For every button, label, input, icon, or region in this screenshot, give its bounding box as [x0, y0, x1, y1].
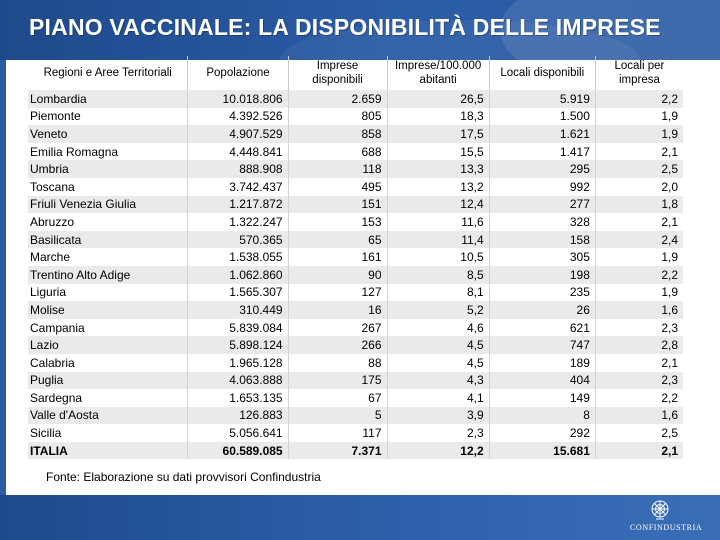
footer-bar: [0, 495, 720, 540]
left-stripe: [0, 60, 6, 495]
cell-premises-per-company: 2,2: [595, 90, 683, 108]
cell-population: 10.018.806: [188, 90, 288, 108]
cell-companies-per-100k: 8,1: [387, 284, 489, 302]
table-body: [28, 90, 683, 459]
cell-population: 3.742.437: [188, 178, 288, 196]
data-table: [28, 56, 683, 459]
cell-population: 1.217.872: [188, 196, 288, 214]
cell-companies-per-100k: 11,6: [387, 213, 489, 231]
total-cell-premises: 15.681: [489, 442, 595, 460]
cell-premises-per-company: 2,8: [595, 336, 683, 354]
cell-companies: 67: [288, 389, 387, 407]
source-note: Fonte: Elaborazione su dati provvisori Confindustria: [46, 470, 321, 484]
cell-region: Molise: [28, 301, 188, 319]
cell-premises-per-company: 2,5: [595, 424, 683, 442]
table-row: [28, 407, 683, 425]
cell-companies: 88: [288, 354, 387, 372]
cell-region: Trentino Alto Adige: [28, 266, 188, 284]
cell-region: Liguria: [28, 284, 188, 302]
table-row: [28, 336, 683, 354]
cell-companies-per-100k: 15,5: [387, 143, 489, 161]
cell-companies: 65: [288, 231, 387, 249]
cell-companies-per-100k: 3,9: [387, 407, 489, 425]
cell-companies: 266: [288, 336, 387, 354]
cell-premises-per-company: 1,6: [595, 407, 683, 425]
cell-population: 4.907.529: [188, 125, 288, 143]
cell-companies: 805: [288, 108, 387, 126]
cell-region: Puglia: [28, 372, 188, 390]
cell-premises-per-company: 2,5: [595, 160, 683, 178]
cell-premises: 1.417: [489, 143, 595, 161]
cell-premises: 149: [489, 389, 595, 407]
cell-population: 310.449: [188, 301, 288, 319]
cell-population: 5.839.084: [188, 319, 288, 337]
cell-premises-per-company: 2,2: [595, 389, 683, 407]
column-header-companies-per-100k: Imprese/100.000 abitanti: [387, 56, 489, 90]
cell-region: Lombardia: [28, 90, 188, 108]
cell-region: Friuli Venezia Giulia: [28, 196, 188, 214]
cell-region: Valle d'Aosta: [28, 407, 188, 425]
column-header-premises: Locali disponibili: [489, 56, 595, 90]
column-header-region: Regioni e Aree Territoriali: [43, 67, 172, 79]
cell-companies: 153: [288, 213, 387, 231]
cell-premises: 235: [489, 284, 595, 302]
cell-companies: 127: [288, 284, 387, 302]
cell-population: 4.448.841: [188, 143, 288, 161]
cell-region: Sardegna: [28, 389, 188, 407]
cell-companies: 161: [288, 248, 387, 266]
cell-companies-per-100k: 4,5: [387, 354, 489, 372]
cell-companies-per-100k: 4,3: [387, 372, 489, 390]
cell-premises: 404: [489, 372, 595, 390]
total-cell-companies-per-100k: 12,2: [387, 442, 489, 460]
table-row: [28, 319, 683, 337]
cell-premises-per-company: 1,6: [595, 301, 683, 319]
cell-population: 5.056.641: [188, 424, 288, 442]
cell-region: Abruzzo: [28, 213, 188, 231]
cell-premises: 992: [489, 178, 595, 196]
table-row: [28, 372, 683, 390]
cell-premises-per-company: 2,3: [595, 372, 683, 390]
cell-premises: 305: [489, 248, 595, 266]
table-row: [28, 354, 683, 372]
cell-premises-per-company: 2,1: [595, 213, 683, 231]
cell-region: Lazio: [28, 336, 188, 354]
cell-premises-per-company: 1,9: [595, 125, 683, 143]
cell-premises: 8: [489, 407, 595, 425]
cell-premises-per-company: 2,4: [595, 231, 683, 249]
cell-region: Marche: [28, 248, 188, 266]
cell-premises-per-company: 2,2: [595, 266, 683, 284]
cell-premises: 295: [489, 160, 595, 178]
cell-population: 126.883: [188, 407, 288, 425]
column-header-premises-per-company: Locali per impresa: [595, 56, 683, 90]
confindustria-logo-icon: [650, 499, 670, 521]
cell-region: Toscana: [28, 178, 188, 196]
cell-premises: 292: [489, 424, 595, 442]
total-cell-premises-per-company: 2,1: [595, 442, 683, 460]
cell-region: Umbria: [28, 160, 188, 178]
column-header-population: Popolazione: [188, 56, 288, 90]
table-row: [28, 213, 683, 231]
table-row: [28, 231, 683, 249]
cell-premises-per-company: 1,8: [595, 196, 683, 214]
cell-companies-per-100k: 4,5: [387, 336, 489, 354]
cell-premises: 189: [489, 354, 595, 372]
cell-region: Piemonte: [28, 108, 188, 126]
cell-premises: 158: [489, 231, 595, 249]
cell-premises-per-company: 2,1: [595, 143, 683, 161]
table-row: [28, 143, 683, 161]
table-row: [28, 389, 683, 407]
page-title: PIANO VACCINALE: LA DISPONIBILITÀ DELLE IMPRESE: [29, 14, 661, 40]
cell-companies: 5: [288, 407, 387, 425]
cell-companies-per-100k: 10,5: [387, 248, 489, 266]
confindustria-logo: [630, 497, 703, 537]
cell-companies-per-100k: 11,4: [387, 231, 489, 249]
cell-premises: 26: [489, 301, 595, 319]
cell-population: 888.908: [188, 160, 288, 178]
table-row: [28, 125, 683, 143]
header-bar: [0, 0, 720, 60]
cell-companies-per-100k: 26,5: [387, 90, 489, 108]
cell-companies: 16: [288, 301, 387, 319]
cell-region: Emilia Romagna: [28, 143, 188, 161]
cell-companies-per-100k: 4,1: [387, 389, 489, 407]
table-row: [28, 424, 683, 442]
cell-premises: 328: [489, 213, 595, 231]
cell-premises-per-company: 2,1: [595, 354, 683, 372]
table-row: [28, 266, 683, 284]
cell-companies-per-100k: 13,2: [387, 178, 489, 196]
table-row: [28, 160, 683, 178]
table-row: [28, 248, 683, 266]
cell-region: Basilicata: [28, 231, 188, 249]
cell-region: Sicilia: [28, 424, 188, 442]
cell-population: 1.538.055: [188, 248, 288, 266]
cell-companies-per-100k: 4,6: [387, 319, 489, 337]
cell-population: 4.063.888: [188, 372, 288, 390]
cell-premises-per-company: 1,9: [595, 284, 683, 302]
table-row: [28, 178, 683, 196]
cell-premises-per-company: 2,0: [595, 178, 683, 196]
cell-companies-per-100k: 5,2: [387, 301, 489, 319]
cell-premises: 277: [489, 196, 595, 214]
cell-population: 1.062.860: [188, 266, 288, 284]
total-cell-population: 60.589.085: [188, 442, 288, 460]
cell-companies-per-100k: 17,5: [387, 125, 489, 143]
cell-region: Calabria: [28, 354, 188, 372]
table-row: [28, 284, 683, 302]
total-cell-companies: 7.371: [288, 442, 387, 460]
table-row: [28, 108, 683, 126]
table-header-row: [28, 56, 683, 90]
logo-text: CONFINDUSTRIA: [630, 523, 703, 532]
cell-companies: 175: [288, 372, 387, 390]
cell-companies-per-100k: 13,3: [387, 160, 489, 178]
cell-premises: 747: [489, 336, 595, 354]
table-row: [28, 90, 683, 108]
cell-companies-per-100k: 18,3: [387, 108, 489, 126]
cell-population: 570.365: [188, 231, 288, 249]
cell-companies-per-100k: 8,5: [387, 266, 489, 284]
cell-premises: 1.621: [489, 125, 595, 143]
cell-premises-per-company: 1,9: [595, 108, 683, 126]
cell-premises: 5.919: [489, 90, 595, 108]
cell-premises-per-company: 2,3: [595, 319, 683, 337]
cell-companies: 2.659: [288, 90, 387, 108]
cell-companies-per-100k: 12,4: [387, 196, 489, 214]
cell-population: 4.392.526: [188, 108, 288, 126]
cell-premises: 198: [489, 266, 595, 284]
cell-premises: 1.500: [489, 108, 595, 126]
cell-companies: 267: [288, 319, 387, 337]
cell-premises-per-company: 1,9: [595, 248, 683, 266]
table-total-row: [28, 442, 683, 460]
table-row: [28, 196, 683, 214]
cell-companies: 688: [288, 143, 387, 161]
cell-population: 1.322.247: [188, 213, 288, 231]
cell-premises: 621: [489, 319, 595, 337]
cell-companies-per-100k: 2,3: [387, 424, 489, 442]
cell-region: Campania: [28, 319, 188, 337]
cell-companies: 90: [288, 266, 387, 284]
cell-population: 1.653.135: [188, 389, 288, 407]
cell-companies: 118: [288, 160, 387, 178]
cell-companies: 151: [288, 196, 387, 214]
column-header-companies: Imprese disponibili: [288, 56, 387, 90]
cell-companies: 858: [288, 125, 387, 143]
cell-companies: 495: [288, 178, 387, 196]
cell-population: 1.965.128: [188, 354, 288, 372]
cell-region: Veneto: [28, 125, 188, 143]
cell-population: 5.898.124: [188, 336, 288, 354]
total-cell-region: ITALIA: [28, 442, 188, 460]
cell-companies: 117: [288, 424, 387, 442]
cell-population: 1.565.307: [188, 284, 288, 302]
table-row: [28, 301, 683, 319]
